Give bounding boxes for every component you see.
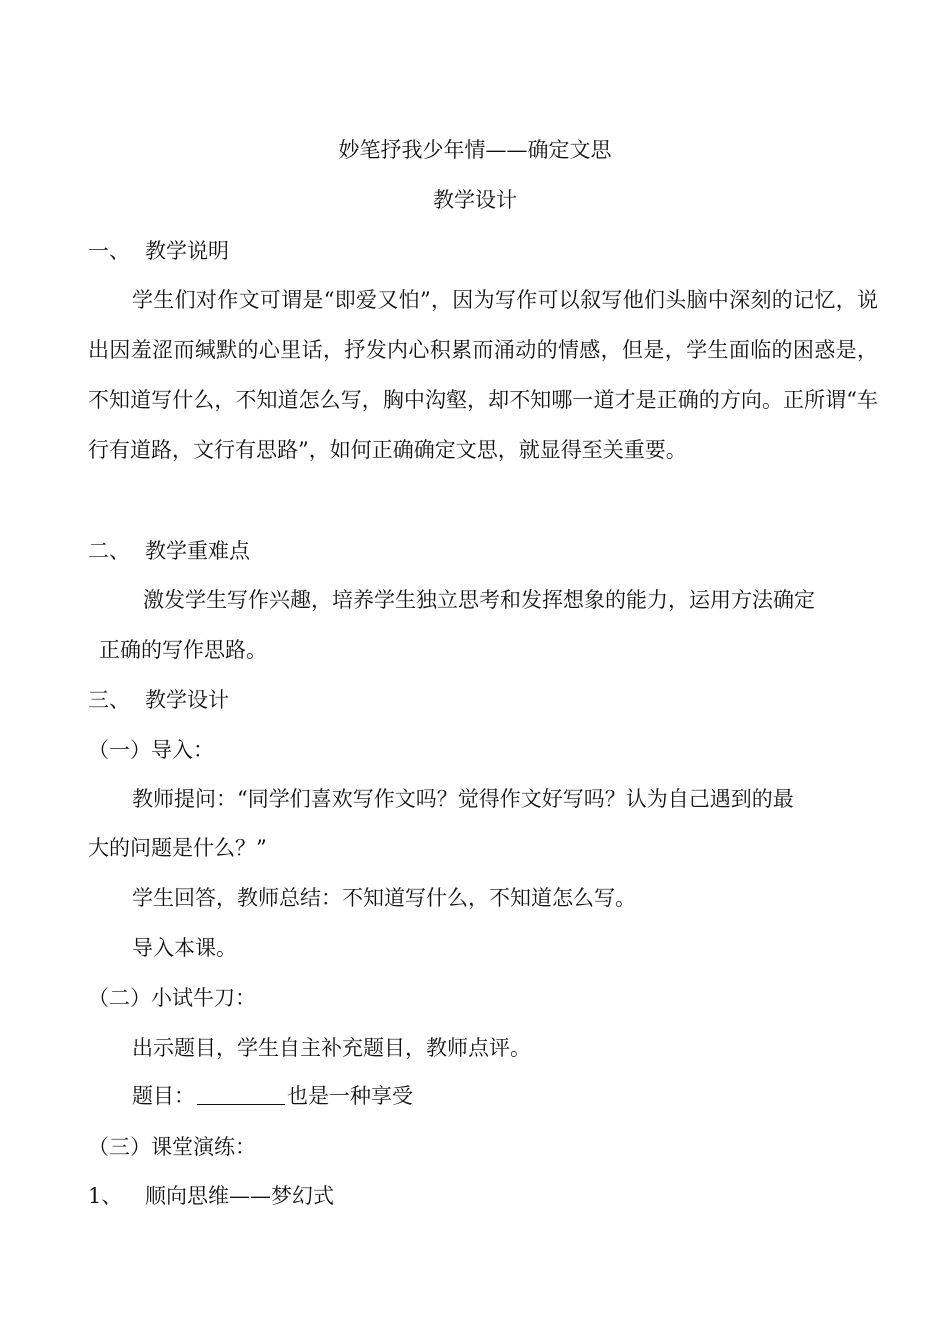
topic-rest: 也是一种享受 <box>287 1084 413 1108</box>
part1-intro: 导入本课。 <box>132 936 237 960</box>
section1-heading: 教学说明 <box>145 239 229 263</box>
section2-body-line1: 激发学生写作兴趣，培养学生独立思考和发挥想象的能力，运用方法确定 <box>143 588 815 612</box>
part1-question-line1: 教师提问：“同学们喜欢写作文吗？觉得作文好写吗？认为自己遇到的最 <box>132 787 794 811</box>
section2-number: 二、 <box>88 539 130 563</box>
part2-instruction: 出示题目，学生自主补充题目，教师点评。 <box>132 1036 531 1060</box>
topic-label: 题目： <box>132 1084 195 1108</box>
part3-item1-number: 1、 <box>88 1184 123 1208</box>
document-title: 妙笔抒我少年情——确定文思 <box>338 138 612 162</box>
section3-heading: 教学设计 <box>145 688 229 712</box>
section2-heading: 教学重难点 <box>145 539 250 563</box>
part3-item1-text: 顺向思维——梦幻式 <box>145 1184 334 1208</box>
section1-body: 学生们对作文可谓是“即爱又怕”，因为写作可以叙写他们头脑中深刻的记忆，说出因羞涩而缄默的心里话，抒发内心积累而涌动的情感，但是，学生面临的困惑是，不知道写什么，不知道怎么写，胸中沟壑，却不知哪一道才是正确的方向。正所谓“车行有道路，文行有思路”，如何正确确定文思，就显得至关重要。 <box>88 288 878 462</box>
part3-heading: （三）课堂演练： <box>88 1135 256 1159</box>
part1-question-line2: 大的问题是什么？” <box>88 836 267 860</box>
part1-answer: 学生回答，教师总结：不知道写什么，不知道怎么写。 <box>132 886 636 910</box>
section1-number: 一、 <box>88 239 130 263</box>
section3-number: 三、 <box>88 688 130 712</box>
section2-body-line2: 正确的写作思路。 <box>99 638 267 662</box>
topic-blank <box>197 1082 285 1105</box>
part2-heading: （二）小试牛刀： <box>88 986 256 1010</box>
part2-topic <box>132 1082 413 1110</box>
part1-heading: （一）导入： <box>88 738 214 762</box>
document-subtitle: 教学设计 <box>433 188 517 212</box>
